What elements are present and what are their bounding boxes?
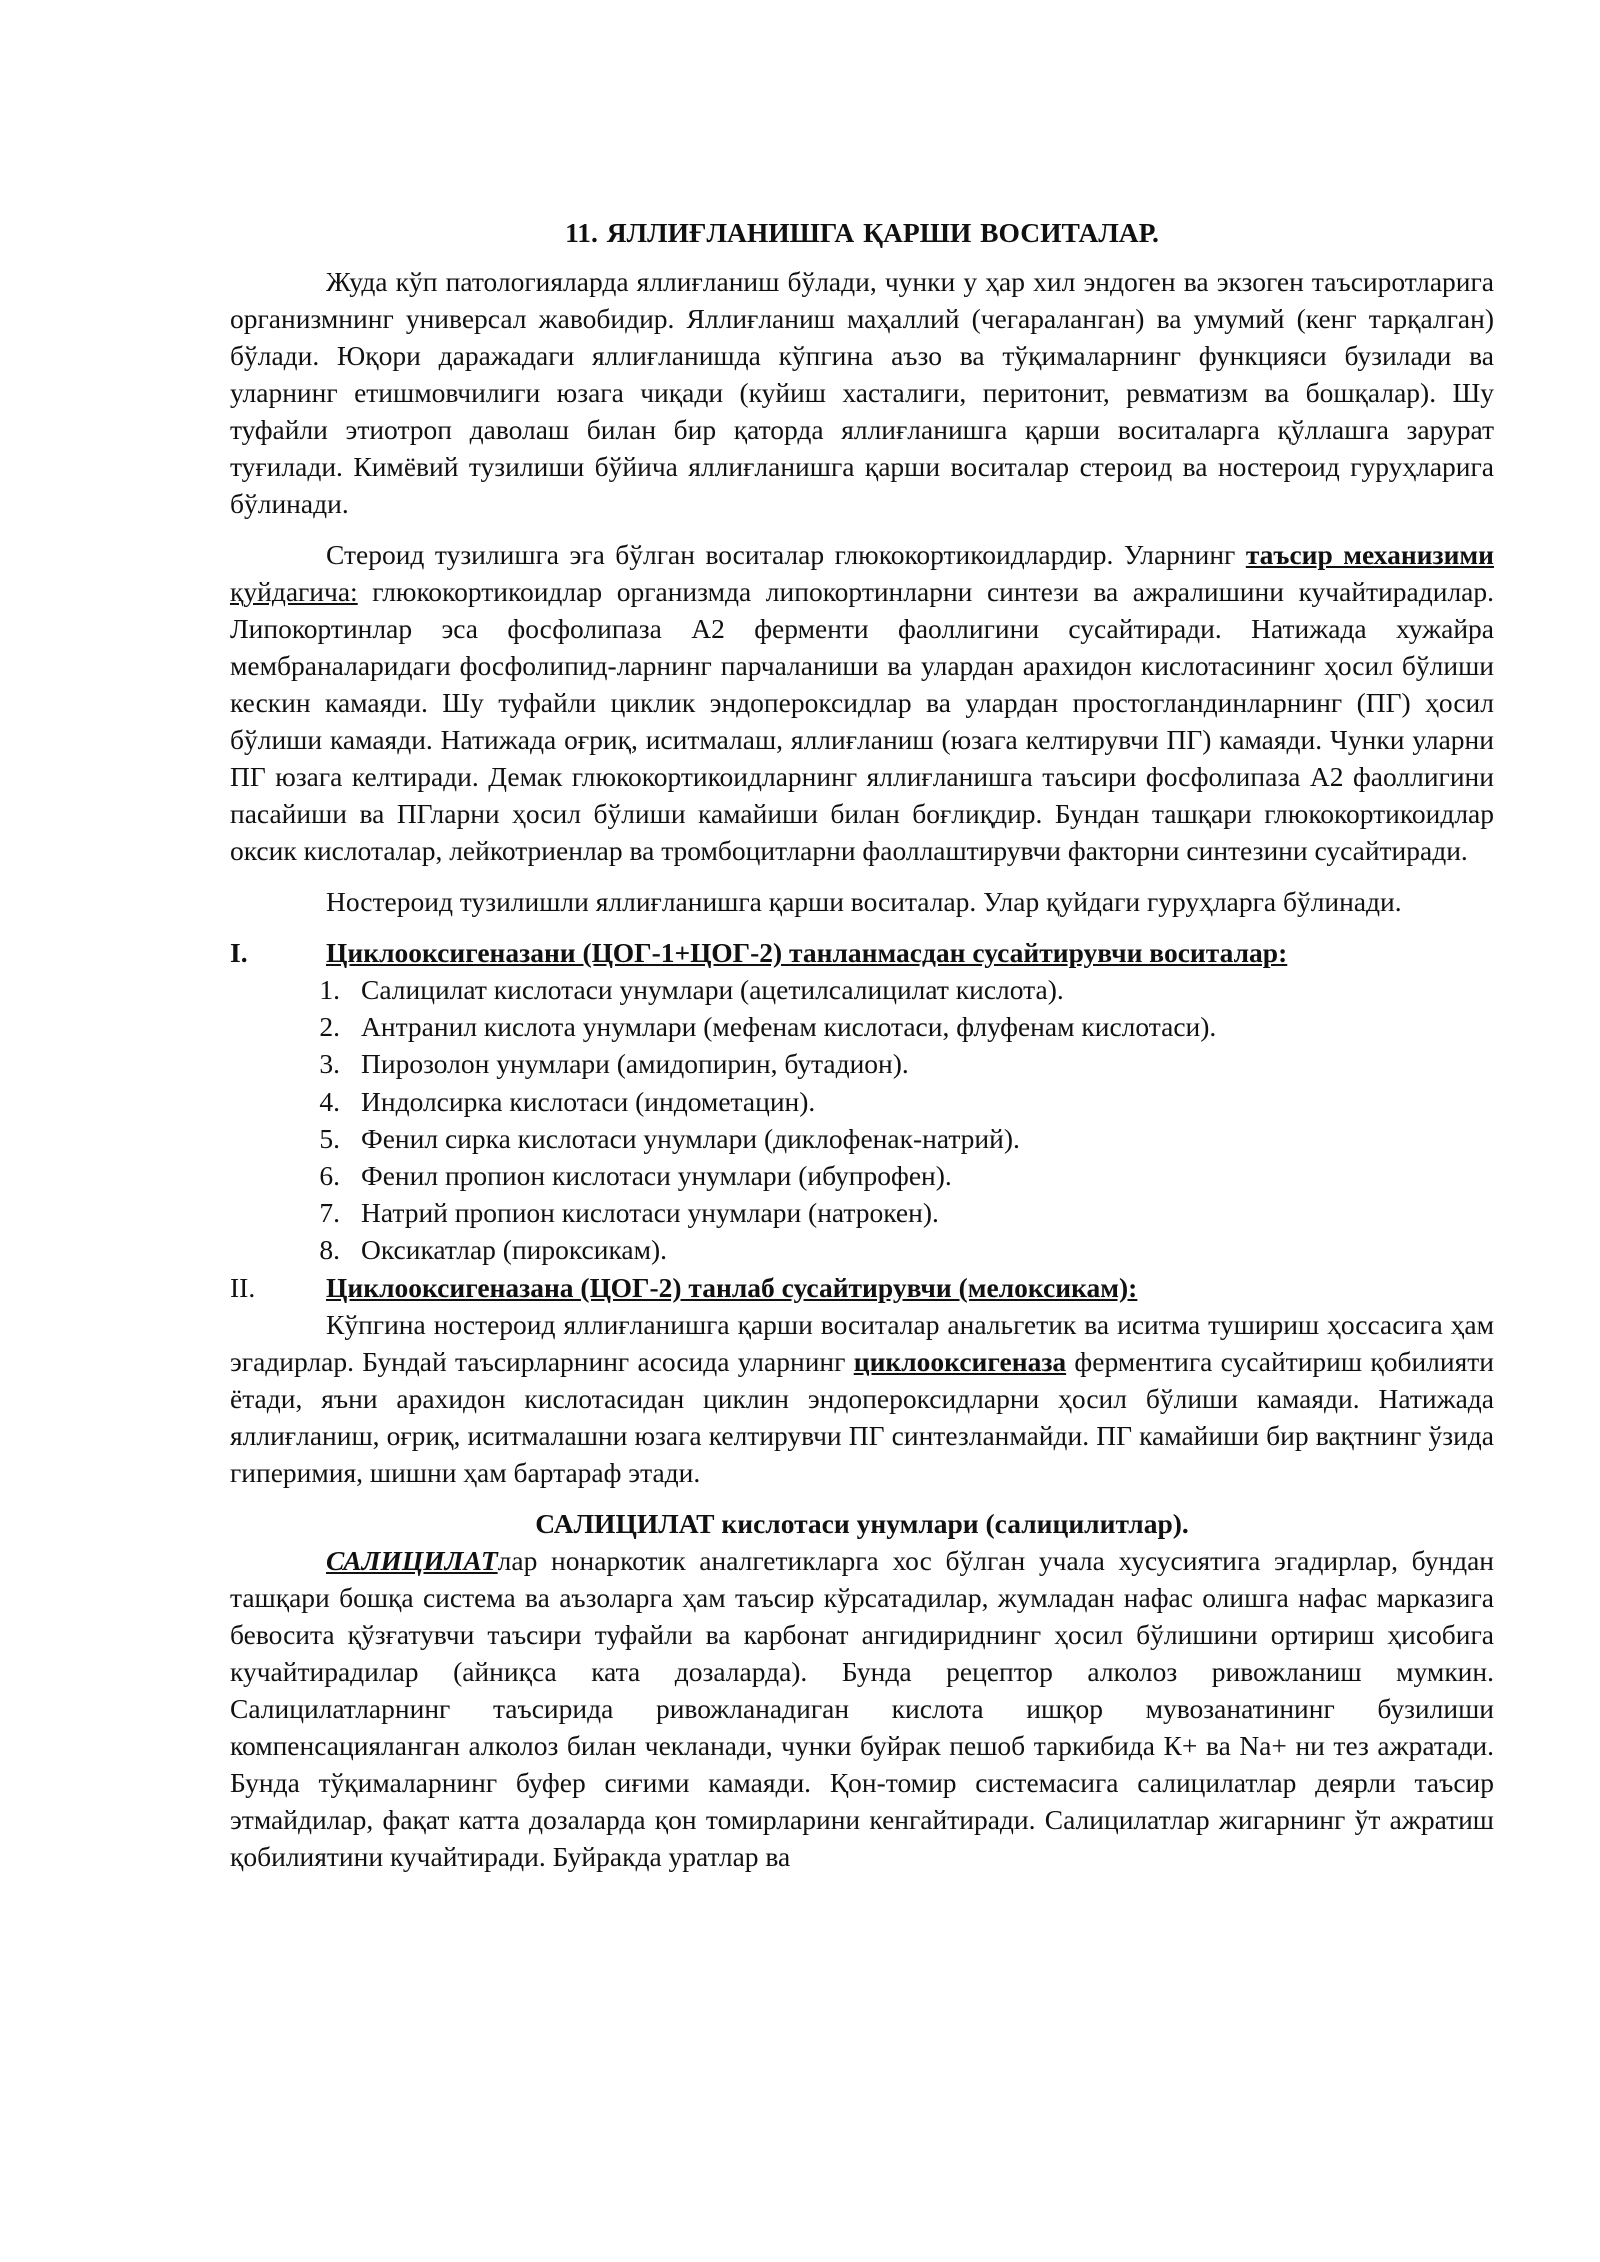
paragraph-cox-rest: ферментига сусайтириш қобилияти ётади, яъни арахидон кислотасидан циклин эндопероксидларни ҳосил бўлиши камаяди. Натижада яллиғланиш, оғриқ, иситмалашни юзага келтирувчи ПГ синтезланмайди. ПГ камайиши бир вақтнинг ўзида гиперимия, шишни ҳам бартараф этади. — [230, 1345, 1494, 1488]
paragraph-steroid-rest: глюкокортикоидлар организмда липокортинларни синтези ва ажралишини кучайтирадилар. Липокортинлар эса фосфолипаза А2 ферменти фаоллигини сусайтиради. Натижада хужайра мембраналаридаги фосфолипид-ларнинг парчаланиши ва улардан арахидон кислотасининг ҳосил бўлиши кескин камаяди. Шу туфайли циклик эндопероксидлар ва улардан простогландинларнинг (ПГ) ҳосил бўлиши камаяди. Натижада оғриқ, иситмалаш, яллиғланиш (юзага келтирувчи ПГ) камаяди. Чунки уларни ПГ юзага келтиради. Демак глюкокортикоидларнинг яллиғланишга таъсири фосфолипаза А2 фаоллигини пасайиши ва ПГларни ҳосил бўлиши камайиши билан боғлиқдир. Бундан ташқари глюкокортикоидлар оксик кислоталар, лейкотриенлар ва тромбоцитларни фаоллаштирувчи факторни синтезини сусайтиради. — [230, 576, 1494, 866]
list-item — [230, 1157, 1494, 1194]
mechanism-term: таъсир механизими — [1245, 539, 1494, 570]
paragraph-salicylates-rest: лар нонаркотик аналгетикларга хос бўлган учала хусусиятига эгадирлар, бундан ташқари бошқа система ва аъзоларга ҳам таъсир кўрсатадилар, жумладан нафас олишга нафас марказига бевосита қўзғатувчи таъсири туфайли ва карбонат ангидириднинг ҳосил бўлишини ортириш ҳисобига кучайтирадилар (айниқса ката дозаларда). Бунда рецептор алколоз ривожланиш мумкин. Салицилатларнинг таъсирида ривожланадиган кислота ишқор мувозанатининг бузилиши компенсацияланган алколоз билан чекланади, чунки буйрак пешоб таркибида К+ ва Na+ ни тез ажратади. Бунда тўқималарнинг буфер сиғими камаяди. Қон-томир системасига салицилатлар деярли таъсир этмайдилар, фақат катта дозаларда қон томирларини кенгайтиради. Салицилатлар жигарнинг ўт ажратиш қобилиятини кучайтиради. Буйракда уратлар ва — [230, 1544, 1494, 1872]
paragraph-salicylates — [230, 1542, 1494, 1875]
section-heading-1 — [230, 934, 1494, 971]
section-heading-1-text: Циклооксигеназани (ЦОГ-1+ЦОГ-2) танланмасдан сусайтирувчи воситалар: — [326, 937, 1288, 968]
list-item-number: 7. — [319, 1197, 340, 1229]
list-item — [230, 1231, 1494, 1268]
list-item-text: Салицилат кислотаси унумлари (ацетилсалицилат кислота). — [361, 974, 1064, 1005]
list-item-number: 5. — [319, 1122, 340, 1154]
salicylate-subheading: САЛИЦИЛАТ кислотаси унумлари (салицилитлар). — [535, 1507, 1189, 1539]
list-item-number: 2. — [319, 1011, 340, 1043]
section-heading-2 — [230, 1269, 1494, 1306]
mechanism-colon: қуйдагича: — [230, 576, 358, 607]
list-item-text: Антранил кислота унумлари (мефенам кислотаси, флуфенам кислотаси). — [361, 1011, 1217, 1043]
list-item — [230, 1194, 1494, 1231]
list-item-text: Индолсирка кислотаси (индометацин). — [361, 1085, 816, 1117]
list-item-text: Фенил пропион кислотаси унумлари (ибупрофен). — [361, 1160, 952, 1192]
salicylate-term: САЛИЦИЛАТ — [326, 1544, 498, 1576]
drug-group-list — [230, 971, 1494, 1269]
list-item-text: Натрий пропион кислотаси унумлари (натрокен). — [361, 1197, 939, 1229]
list-item-text: Оксикатлар (пироксикам). — [361, 1234, 668, 1266]
cyclooxygenase-term: циклооксигеназа — [853, 1345, 1067, 1377]
paragraph-cox-lead: Кўпгина ностероид яллиғланишга қарши воситалар анальгетик ва иситма тушириш ҳоссасига ҳам эгадирлар. Бундай таъсирларнинг асосида уларнинг — [230, 1308, 1494, 1377]
paragraph-cox — [230, 1306, 1494, 1491]
list-item-number: 6. — [319, 1160, 340, 1192]
list-item — [230, 971, 1494, 1008]
list-item — [230, 1120, 1494, 1157]
section-heading-2-text: Циклооксигеназана (ЦОГ-2) танлаб сусайтирувчи (мелоксикам): — [326, 1271, 1138, 1303]
paragraph-nonsteroid: Ностероид тузилишли яллиғланишга қарши воситалар. Улар қуйдаги гуруҳларга бўлинади. — [326, 886, 1402, 917]
paragraph-intro: Жуда кўп патологияларда яллиғланиш бўлади, чунки у ҳар хил эндоген ва экзоген таъсиротларига организмнинг универсал жавобидир. Яллиғланиш маҳаллий (чегараланган) ва умумий (кенг тарқалган) бўлади. Юқори даражадаги яллиғланишда кўпгина аъзо ва тўқималарнинг функцияси бузилади ва уларнинг етишмовчилиги юзага чиқади (куйиш хасталиги, перитонит, ревматизм ва бошқалар). Шу туфайли этиотроп даволаш билан бир қаторда яллиғланишга қарши воситаларга қўллашга зарурат туғилади. Кимёвий тузилиши бўйича яллиғланишга қарши воситалар стероид ва ностероид гуруҳларига бўлинади. — [230, 266, 1494, 519]
list-item-text: Фенил сирка кислотаси унумлари (диклофенак-натрий). — [361, 1122, 1020, 1154]
list-item-number: 8. — [319, 1234, 340, 1266]
paragraph-steroid — [230, 536, 1494, 869]
list-item-number: 4. — [319, 1085, 340, 1117]
section-number-1: I. — [230, 937, 248, 968]
section-number-2: II. — [230, 1271, 256, 1303]
list-item — [230, 1008, 1494, 1045]
list-item-text: Пирозолон унумлари (амидопирин, бутадион). — [361, 1048, 909, 1080]
list-item-number: 1. — [319, 974, 340, 1005]
list-item — [230, 1083, 1494, 1120]
paragraph-steroid-lead: Стероид тузилишга эга бўлган воситалар глюкокортикоидлардир. Уларнинг — [326, 539, 1246, 570]
list-item — [230, 1045, 1494, 1082]
chapter-title: 11. ЯЛЛИҒЛАНИШГА ҚАРШИ ВОСИТАЛАР. — [565, 217, 1159, 248]
list-item-number: 3. — [319, 1048, 340, 1080]
